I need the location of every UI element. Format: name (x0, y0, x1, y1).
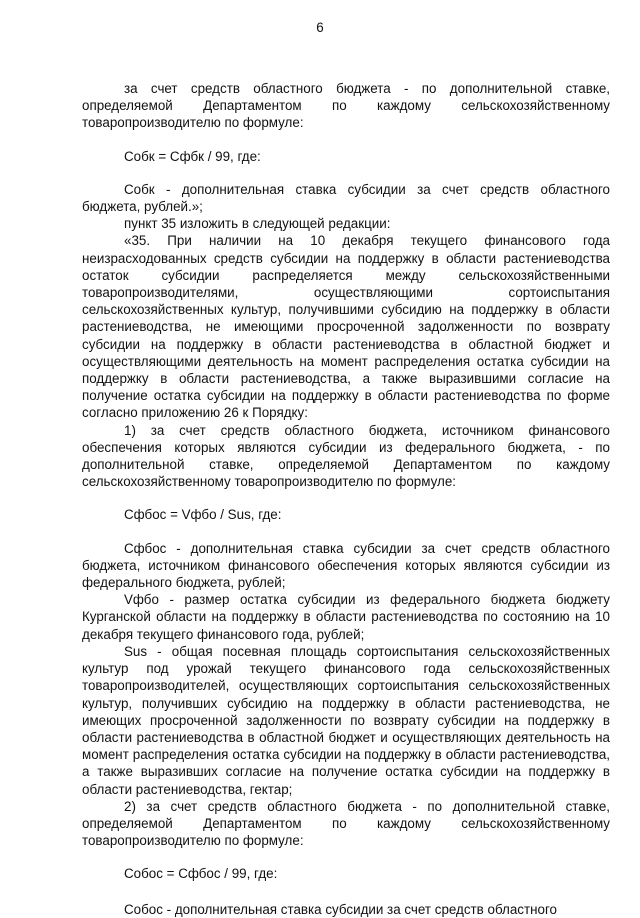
document-body (82, 80, 610, 918)
paragraph: 2) за счет средств областного бюджета - по дополнительной ставке, определяемой Департаментом по каждому сельскохозяйственному товаропроизводителю по формуле: (82, 798, 610, 849)
page-number: 6 (316, 20, 324, 35)
formula: Собк = Сфбк / 99, где: (124, 148, 261, 164)
paragraph: Собк - дополнительная ставка субсидии за счет средств областного бюджета, рублей.»; (82, 181, 610, 215)
paragraph: Vфбо - размер остатка субсидии из федерального бюджета бюджету Курганской области на поддержку в области растениеводства по состоянию на 10 декабря текущего финансового года, рублей; (82, 592, 610, 642)
paragraph: пункт 35 изложить в следующей редакции: (124, 216, 391, 232)
paragraph: Собос - дополнительная ставка субсидии за счет средств областного (124, 901, 557, 917)
paragraph: Сфбос - дополнительная ставка субсидии за счет средств областного бюджета, источником финансового обеспечения которых являются субсидии из федерального бюджета, рублей; (82, 540, 610, 591)
formula: Сфбос = Vфбо / Sus, где: (124, 507, 282, 523)
paragraph: 1) за счет средств областного бюджета, источником финансового обеспечения которых являются субсидии из федерального бюджета, - по дополнительной ставке, определяемой Департаментом по каждому сельскохозяйственному товаропроизводителю по формуле: (82, 422, 610, 490)
paragraph: «35. При наличии на 10 декабря текущего финансового года неизрасходованных средств субсидии на поддержку в области растениеводства остаток субсидии распределяется между сельскохозяйственными товаропроизводителями, осуществляющими сортоиспытания сельскохозяйственных культур, получившими субсидию на поддержку в области растениеводства, не имеющими просроченной задолженности по возврату субсидии на поддержку в области растениеводства в областной бюджет и осуществляющими деятельность на момент распределения остатка субсидии на поддержку в области растениеводства, а также выразившими согласие на получение остатка субсидии на поддержку в области растениеводства по форме согласно приложению 26 к Порядку: (82, 233, 610, 421)
paragraph: за счет средств областного бюджета - по дополнительной ставке, определяемой Департаментом по каждому сельскохозяйственному товаропроизводителю по формуле: (82, 81, 610, 131)
paragraph: Sus - общая посевная площадь сортоиспытания сельскохозяйственных культур под урожай текущего финансового года сельскохозяйственных товаропроизводителей, осуществляющих сортоиспытания сельскохозяйственных культур, получивших субсидию на поддержку в области растениеводства, не имеющих просроченной задолженности по возврату субсидии на поддержку в области растениеводства в областной бюджет и осуществляющих деятельность на момент распределения остатка субсидии на поддержку в области растениеводства, а также выразивших согласие на получение остатка субсидии на поддержку в области растениеводства, гектар; (82, 643, 610, 797)
formula: Собос = Сфбос / 99, где: (124, 866, 278, 882)
